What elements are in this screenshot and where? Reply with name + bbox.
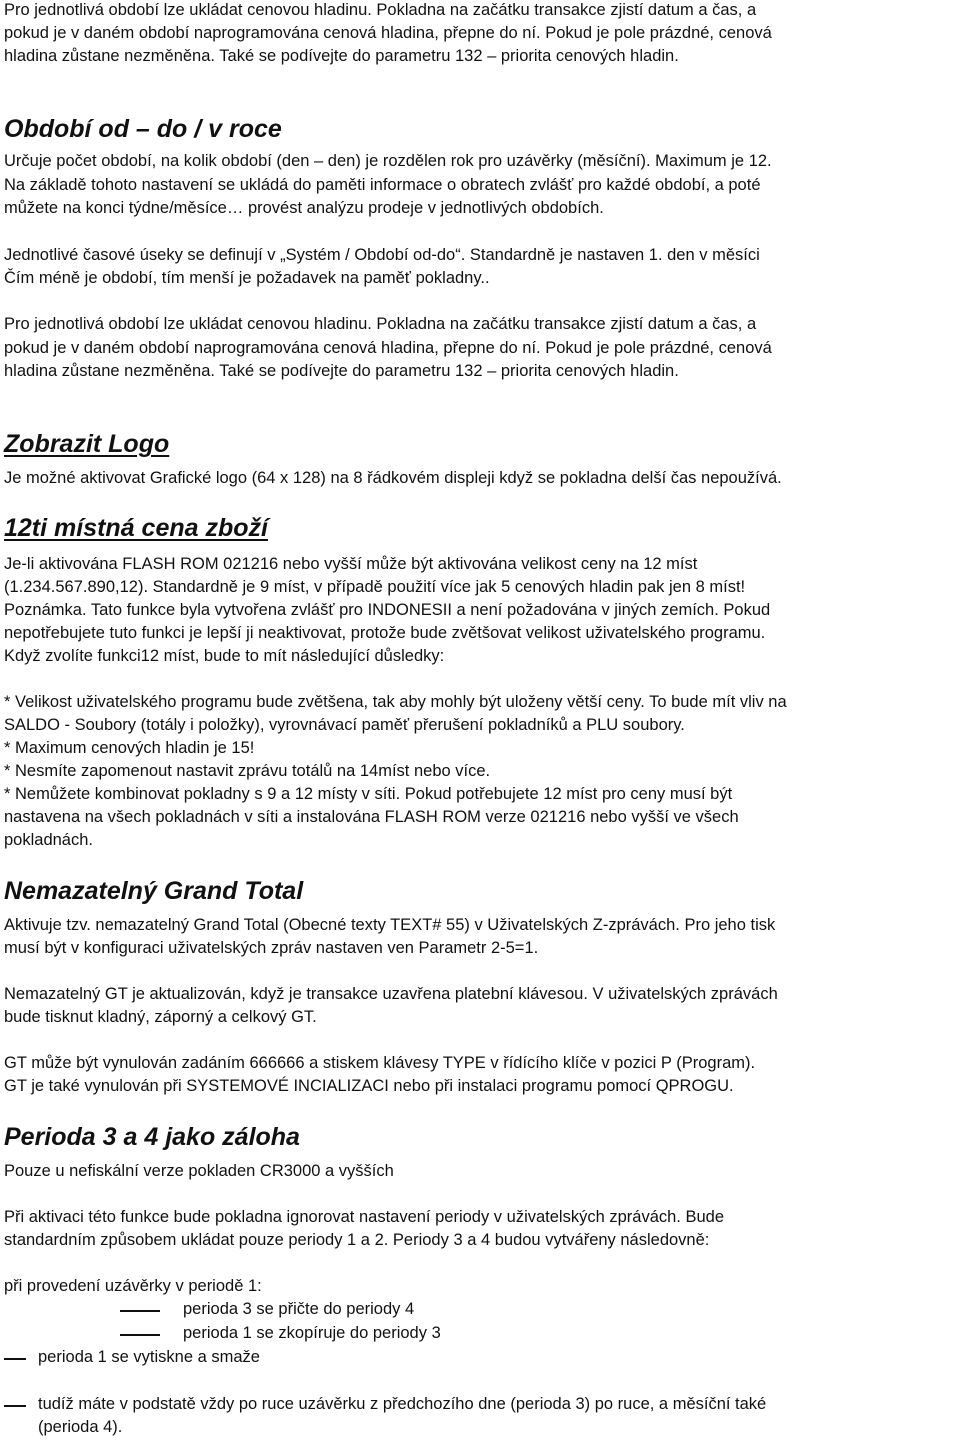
list-item-continuation: (perioda 4). (38, 1418, 123, 1436)
dash-bullet-icon (4, 1405, 26, 1407)
dash-bullet-icon (4, 1358, 26, 1360)
paragraph-line: GT je také vynulován při SYSTEMOVÉ INCIALIZACI nebo při instalaci programu pomocí QPROGU. (4, 1077, 734, 1095)
paragraph-line: bude tisknut kladný, záporný a celkový GT. (4, 1008, 317, 1026)
paragraph-line: Aktivuje tzv. nemazatelný Grand Total (Obecné texty TEXT# 55) v Uživatelských Z-zprávách. Pro jeho tisk (4, 916, 776, 934)
bullet-continuation: SALDO - Soubory (totály i položky), vyrovnávací paměť přerušení pokladníků a PLU soubory. (4, 716, 685, 734)
paragraph-line: Je-li aktivována FLASH ROM 021216 nebo vyšší může být aktivována velikost ceny na 12 míst (4, 555, 698, 573)
list-item: tudíž máte v podstatě vždy po ruce uzávěrku z předchozího dne (perioda 3) po ruce, a měsíční také (38, 1395, 767, 1413)
paragraph-line: Pouze u nefiskální verze pokladen CR3000 a vyšších (4, 1162, 394, 1180)
paragraph-line: hladina zůstane nezměněna. Také se podívejte do parametru 132 – priorita cenových hladin. (4, 47, 679, 65)
paragraph-line: Jednotlivé časové úseky se definují v „Systém / Období od-do“. Standardně je nastaven 1. den v měsíci (4, 246, 760, 264)
paragraph-line: Když zvolíte funkci12 míst, bude to mít následující důsledky: (4, 647, 445, 665)
dash-bullet-icon (120, 1310, 160, 1312)
paragraph-line: pokud je v daném období naprogramována cenová hladina, přepne do ní. Pokud je pole prázdné, cenová (4, 339, 772, 357)
list-item: perioda 3 se přičte do periody 4 (183, 1300, 415, 1318)
paragraph-line: Nemazatelný GT je aktualizován, když je transakce uzavřena platební klávesou. V uživatelských zprávách (4, 985, 778, 1003)
section-heading-12-mist: 12ti místná cena zboží (4, 514, 268, 542)
paragraph-line: musí být v konfiguraci uživatelských zpráv nastaven ven Parametr 2-5=1. (4, 939, 539, 957)
paragraph-line: hladina zůstane nezměněna. Také se podívejte do parametru 132 – priorita cenových hladin. (4, 362, 679, 380)
section-heading-grand-total: Nemazatelný Grand Total (4, 877, 304, 905)
paragraph-line: můžete na konci týdne/měsíce… provést analýzu prodeje v jednotlivých obdobích. (4, 199, 604, 217)
paragraph-line: standardním způsobem ukládat pouze periody 1 a 2. Periody 3 a 4 budou vytvářeny následovně: (4, 1231, 710, 1249)
paragraph-line: Poznámka. Tato funkce byla vytvořena zvlášť pro INDONESII a není požadována v jiných zemích. Pokud (4, 601, 771, 619)
bullet-line: * Velikost uživatelského programu bude zvětšena, tak aby mohly být uloženy větší ceny. To bude mít vliv na (4, 693, 787, 711)
list-item: perioda 1 se vytiskne a smaže (38, 1348, 260, 1366)
paragraph-line: Je možné aktivovat Grafické logo (64 x 128) na 8 řádkovém displeji když se pokladna delší čas nepoužívá. (4, 469, 782, 487)
paragraph-line: GT může být vynulován zadáním 666666 a stiskem klávesy TYPE v řídícího klíče v pozici P (Program). (4, 1054, 756, 1072)
section-heading-logo: Zobrazit Logo (4, 430, 170, 458)
dash-bullet-icon (120, 1334, 160, 1336)
bullet-line: * Nesmíte zapomenout nastavit zprávu totálů na 14míst nebo více. (4, 762, 491, 780)
paragraph-line: Pro jednotlivá období lze ukládat cenovou hladinu. Pokladna na začátku transakce zjistí datum a čas, a (4, 315, 757, 333)
paragraph-line: Určuje počet období, na kolik období (den – den) je rozdělen rok pro uzávěrky (měsíční). Maximum je 12. (4, 152, 772, 170)
paragraph-line: (1.234.567.890,12). Standardně je 9 míst, v případě použití více jak 5 cenových hladin pak jen 8 míst! (4, 578, 746, 596)
paragraph-line: při provedení uzávěrky v periodě 1: (4, 1277, 262, 1295)
bullet-line: * Nemůžete kombinovat pokladny s 9 a 12 místy v síti. Pokud potřebujete 12 míst pro ceny musí být (4, 785, 733, 803)
paragraph-line: nepotřebujete tuto funkci je lepší ji neaktivovat, protože bude zvětšovat velikost uživatelského programu. (4, 624, 766, 642)
paragraph-line: Pro jednotlivá období lze ukládat cenovou hladinu. Pokladna na začátku transakce zjistí datum a čas, a (4, 1, 757, 19)
section-heading-obdobi: Období od – do / v roce (4, 115, 282, 143)
section-heading-perioda: Perioda 3 a 4 jako záloha (4, 1123, 300, 1151)
bullet-continuation: nastavena na všech pokladnách v síti a instalována FLASH ROM verze 021216 nebo vyšší ve všech (4, 808, 739, 826)
list-item: perioda 1 se zkopíruje do periody 3 (183, 1324, 441, 1342)
paragraph-line: Čím méně je období, tím menší je požadavek na paměť pokladny.. (4, 269, 490, 287)
bullet-line: * Maximum cenových hladin je 15! (4, 739, 255, 757)
paragraph-line: Na základě tohoto nastavení se ukládá do paměti informace o obratech zvlášť pro každé období, a poté (4, 176, 761, 194)
paragraph-line: Při aktivaci této funkce bude pokladna ignorovat nastavení periody v uživatelských zprávách. Bude (4, 1208, 724, 1226)
bullet-continuation: pokladnách. (4, 831, 93, 849)
paragraph-line: pokud je v daném období naprogramována cenová hladina, přepne do ní. Pokud je pole prázdné, cenová (4, 24, 772, 42)
